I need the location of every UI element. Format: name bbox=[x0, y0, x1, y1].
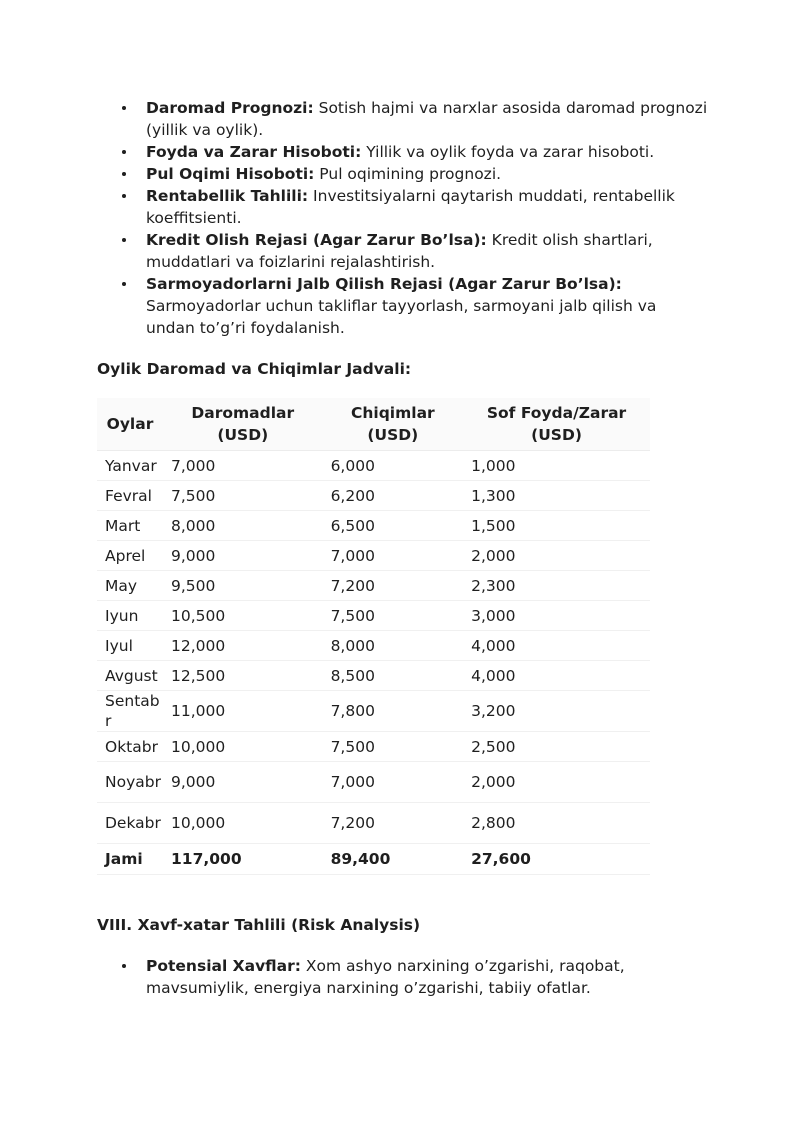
table-heading: Oylik Daromad va Chiqimlar Jadvali: bbox=[97, 360, 412, 378]
table-row bbox=[97, 601, 650, 631]
cell-expenses: 7,500 bbox=[323, 601, 464, 631]
table-row bbox=[97, 762, 650, 803]
item-label: Potensial Xavflar: bbox=[146, 957, 301, 975]
item-text: Kredit olish shartlari, muddatlari va foizlarini rejalashtirish. bbox=[146, 231, 653, 271]
item-label: Daromad Prognozi: bbox=[146, 99, 314, 117]
cell-income: 7,500 bbox=[163, 481, 323, 511]
cell-net: 4,000 bbox=[463, 631, 650, 661]
cell-net: 3,200 bbox=[463, 691, 650, 732]
cell-month: Avgust bbox=[97, 661, 163, 691]
item-text: Pul oqimining prognozi. bbox=[314, 165, 502, 183]
cell-net: 1,000 bbox=[463, 451, 650, 481]
item-text: Investitsiyalarni qaytarish muddati, rentabellik koeffitsienti. bbox=[146, 187, 675, 227]
cell-net: 2,000 bbox=[463, 541, 650, 571]
cell-month: Iyun bbox=[97, 601, 163, 631]
list-item bbox=[120, 97, 710, 141]
item-text: Yillik va oylik foyda va zarar hisoboti. bbox=[361, 143, 655, 161]
cell-expenses: 6,000 bbox=[323, 451, 464, 481]
table-row bbox=[97, 631, 650, 661]
table-row bbox=[97, 451, 650, 481]
item-label: Pul Oqimi Hisoboti: bbox=[146, 165, 315, 183]
list-item bbox=[120, 141, 710, 163]
cell-net: 3,000 bbox=[463, 601, 650, 631]
cell-month: Sentabr bbox=[97, 691, 163, 732]
cell-net: 2,800 bbox=[463, 803, 650, 844]
cell-expenses: 7,200 bbox=[323, 571, 464, 601]
cell-expenses: 6,500 bbox=[323, 511, 464, 541]
item-text: Xom ashyo narxining o’zgarishi, raqobat, mavsumiylik, energiya narxining o’zgarishi, tabiiy ofatlar. bbox=[146, 957, 625, 997]
cell-expenses: 7,800 bbox=[323, 691, 464, 732]
monthly-income-expense-table bbox=[97, 398, 650, 875]
cell-month: Oktabr bbox=[97, 732, 163, 762]
table-row bbox=[97, 732, 650, 762]
cell-income: 10,500 bbox=[163, 601, 323, 631]
cell-net: 1,300 bbox=[463, 481, 650, 511]
table-row bbox=[97, 481, 650, 511]
cell-month: May bbox=[97, 571, 163, 601]
section-heading: VIII. Xavf-xatar Tahlili (Risk Analysis) bbox=[97, 916, 421, 934]
cell-month: Dekabr bbox=[97, 803, 163, 844]
item-text: Sotish hajmi va narxlar asosida daromad prognozi (yillik va oylik). bbox=[146, 99, 708, 139]
cell-income: 10,000 bbox=[163, 803, 323, 844]
cell-expenses: 7,200 bbox=[323, 803, 464, 844]
cell-total-income: 117,000 bbox=[163, 844, 323, 875]
item-text: Sarmoyadorlar uchun takliflar tayyorlash, sarmoyani jalb qilish va undan to’g’ri foydalanish. bbox=[146, 297, 657, 337]
cell-net: 1,500 bbox=[463, 511, 650, 541]
cell-month: Yanvar bbox=[97, 451, 163, 481]
cell-total-net: 27,600 bbox=[463, 844, 650, 875]
cell-income: 12,000 bbox=[163, 631, 323, 661]
financial-plan-list bbox=[120, 97, 710, 339]
cell-expenses: 7,500 bbox=[323, 732, 464, 762]
list-item bbox=[120, 229, 710, 273]
table-row bbox=[97, 661, 650, 691]
cell-net: 2,000 bbox=[463, 762, 650, 803]
cell-expenses: 8,500 bbox=[323, 661, 464, 691]
list-item bbox=[120, 185, 710, 229]
column-header-net-profit: Sof Foyda/Zarar (USD) bbox=[463, 398, 650, 451]
cell-total-expenses: 89,400 bbox=[323, 844, 464, 875]
column-header-months: Oylar bbox=[97, 398, 163, 451]
cell-net: 2,500 bbox=[463, 732, 650, 762]
list-item bbox=[120, 273, 710, 339]
cell-total-label: Jami bbox=[97, 844, 163, 875]
column-header-income: Daromadlar (USD) bbox=[163, 398, 323, 451]
cell-income: 9,000 bbox=[163, 541, 323, 571]
cell-month: Mart bbox=[97, 511, 163, 541]
cell-expenses: 7,000 bbox=[323, 762, 464, 803]
cell-expenses: 6,200 bbox=[323, 481, 464, 511]
table-row bbox=[97, 541, 650, 571]
table-row bbox=[97, 571, 650, 601]
cell-income: 8,000 bbox=[163, 511, 323, 541]
cell-month: Iyul bbox=[97, 631, 163, 661]
list-item bbox=[120, 163, 710, 185]
cell-net: 4,000 bbox=[463, 661, 650, 691]
table-total-row bbox=[97, 844, 650, 875]
cell-month: Fevral bbox=[97, 481, 163, 511]
cell-net: 2,300 bbox=[463, 571, 650, 601]
cell-expenses: 8,000 bbox=[323, 631, 464, 661]
cell-income: 9,500 bbox=[163, 571, 323, 601]
cell-income: 12,500 bbox=[163, 661, 323, 691]
cell-income: 9,000 bbox=[163, 762, 323, 803]
item-label: Rentabellik Tahlili: bbox=[146, 187, 309, 205]
cell-income: 7,000 bbox=[163, 451, 323, 481]
cell-month: Aprel bbox=[97, 541, 163, 571]
cell-income: 11,000 bbox=[163, 691, 323, 732]
cell-expenses: 7,000 bbox=[323, 541, 464, 571]
item-label: Foyda va Zarar Hisoboti: bbox=[146, 143, 362, 161]
table-row bbox=[97, 511, 650, 541]
column-header-expenses: Chiqimlar (USD) bbox=[323, 398, 464, 451]
cell-income: 10,000 bbox=[163, 732, 323, 762]
table-row bbox=[97, 803, 650, 844]
cell-month: Noyabr bbox=[97, 762, 163, 803]
table-row bbox=[97, 691, 650, 732]
item-label: Sarmoyadorlarni Jalb Qilish Rejasi (Agar Zarur Bo’lsa): bbox=[146, 275, 622, 293]
list-item bbox=[120, 955, 710, 999]
risk-list bbox=[120, 955, 710, 999]
item-label: Kredit Olish Rejasi (Agar Zarur Bo’lsa): bbox=[146, 231, 487, 249]
table-header-row bbox=[97, 398, 650, 451]
